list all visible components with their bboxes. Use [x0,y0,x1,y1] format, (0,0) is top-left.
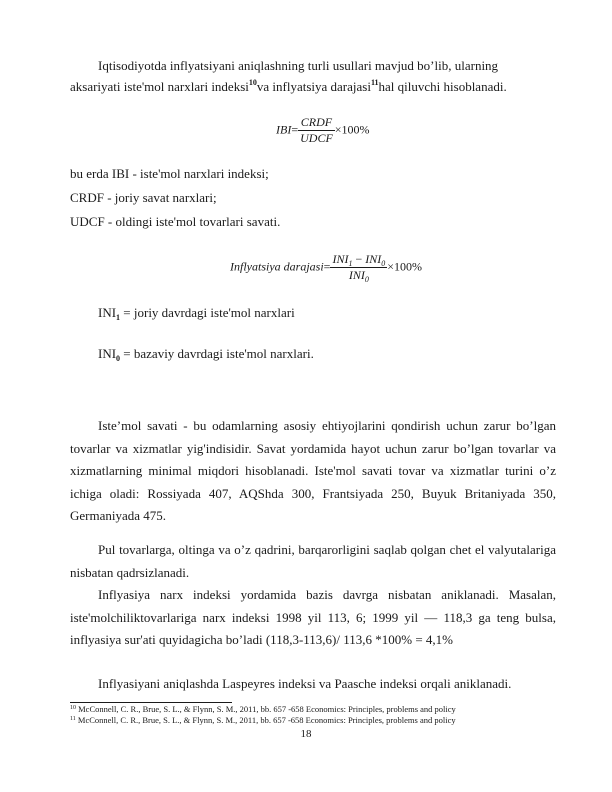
intro-line-1 [98,58,498,74]
var-ini0-name: INI [98,346,117,361]
definition-ibi: bu erda IBI - iste'mol narxlari indeksi; [70,166,269,181]
formula-ibi [276,115,370,146]
numerator-minus: − [352,252,366,266]
formula-inflation-fraction [330,252,387,283]
intro-text-1: Iqtisodiyotda inflyatsiyani aniqlashning turli usullari mavjud bo’lib, ularning [98,58,499,73]
var-ini0-sub: 0 [116,354,121,363]
var-ini1 [98,305,295,321]
formula-ibi-fraction [298,115,335,146]
formula-ibi-eq: = [291,122,299,137]
formula-inflation-eq: = [323,259,331,274]
formula-inflation-denominator [330,268,387,283]
intro-text-2a: aksariyati iste'mol narxlari indeksi [70,79,249,94]
footnote-10-text: McConnell, C. R., Brue, S. L., & Flynn, S. M., 2011, bb. 657 -658 Economics: Principles, problems and policy [76,704,456,714]
footnote-11 [70,715,456,725]
var-ini1-name: INI [98,305,117,320]
numerator-ini-0: INI [365,252,382,266]
formula-inflation-numerator [330,252,387,268]
paragraph-consumer-basket [70,415,556,528]
intro-line-2 [70,79,507,95]
formula-ibi-denominator: UDCF [300,131,333,145]
definition-udcf: UDCF - oldingi iste'mol tovarlari savati. [70,214,281,229]
paragraph-price-index-text: Inflyasiya narx indeksi yordamida bazis davrga nisbatan aniklanadi. Masalan, iste'molchiliktovarlariga narx indeksi 1998 yil 113, 6; 1999 yil — 118,3 ga teng bulsa, inflyasiya sur'ati quyidagicha bo’ladi (118,3-113,6)/ 113,6 *100% = 4,1% [70,587,556,648]
footnote-11-text: McConnell, C. R., Brue, S. L., & Flynn, S. M., 2011, bb. 657 -658 Economics: Principles, problems and policy [75,715,456,725]
numerator-ini-sub-1: 1 [348,259,353,268]
intro-text-2b: va inflyatsiya darajasi [256,79,371,94]
paragraph-laspeyres-text: Inflyasiyani aniqlashda Laspeyres indeksi va Paasche indeksi orqali aniklanadi. [98,676,512,691]
footnote-11-mark: 11 [70,716,76,722]
formula-ibi-lhs: IBI [276,122,292,137]
footnote-ref-11[interactable]: 11 [370,78,379,87]
paragraph-laspeyres [70,673,556,696]
numerator-ini-sub-0: 0 [381,259,386,268]
footnote-10 [70,704,456,714]
var-ini1-desc: = joriy davrdagi iste'mol narxlari [120,305,295,320]
numerator-ini: INI [332,252,349,266]
denominator-ini-sub-0: 0 [364,275,369,284]
paragraph-consumer-basket-text: Iste’mol savati - bu odamlarning asosiy ehtiyojlarini qondirish uchun zarur bo’lgan tovarlar va xizmatlar yig'indisidir. Savat yordamida hayot uchun zarur bo’lgan tovarlar va xizmatlarning minimal miqdori hisoblanadi. Iste'mol savati tovar va xizmatlar turini o’z ichiga oladi: Rossiyada 407, AQShda 300, Frantsiyada 250, Buyuk Britaniyada 350, Germaniyada 475. [70,418,556,524]
intro-text-2c: hal qiluvchi hisoblanadi. [378,79,507,94]
formula-ibi-rhs: ×100% [334,122,370,137]
paragraph-currency [70,539,556,584]
page-number: 18 [300,728,312,740]
formula-inflation-rate [230,252,422,283]
formula-inflation-rhs: ×100% [387,259,422,274]
footnote-10-mark: 10 [70,705,76,711]
var-ini0 [98,346,314,362]
var-ini1-sub: 1 [116,313,121,322]
paragraph-price-index [70,584,556,652]
definition-crdf: CRDF - joriy savat narxlari; [70,190,217,205]
paragraph-currency-text: Pul tovarlarga, oltinga va o’z qadrini, barqarorligini saqlab qolgan chet el valyutalariga nisbatan qadrsizlanadi. [70,542,556,580]
footnote-divider [70,702,232,703]
formula-ibi-numerator: CRDF [298,115,335,131]
denominator-ini: INI [348,268,365,282]
var-ini0-desc: = bazaviy davrdagi iste'mol narxlari. [120,346,314,361]
footnote-ref-10[interactable]: 10 [248,78,257,87]
formula-inflation-lhs: Inflyatsiya darajasi [230,259,324,274]
